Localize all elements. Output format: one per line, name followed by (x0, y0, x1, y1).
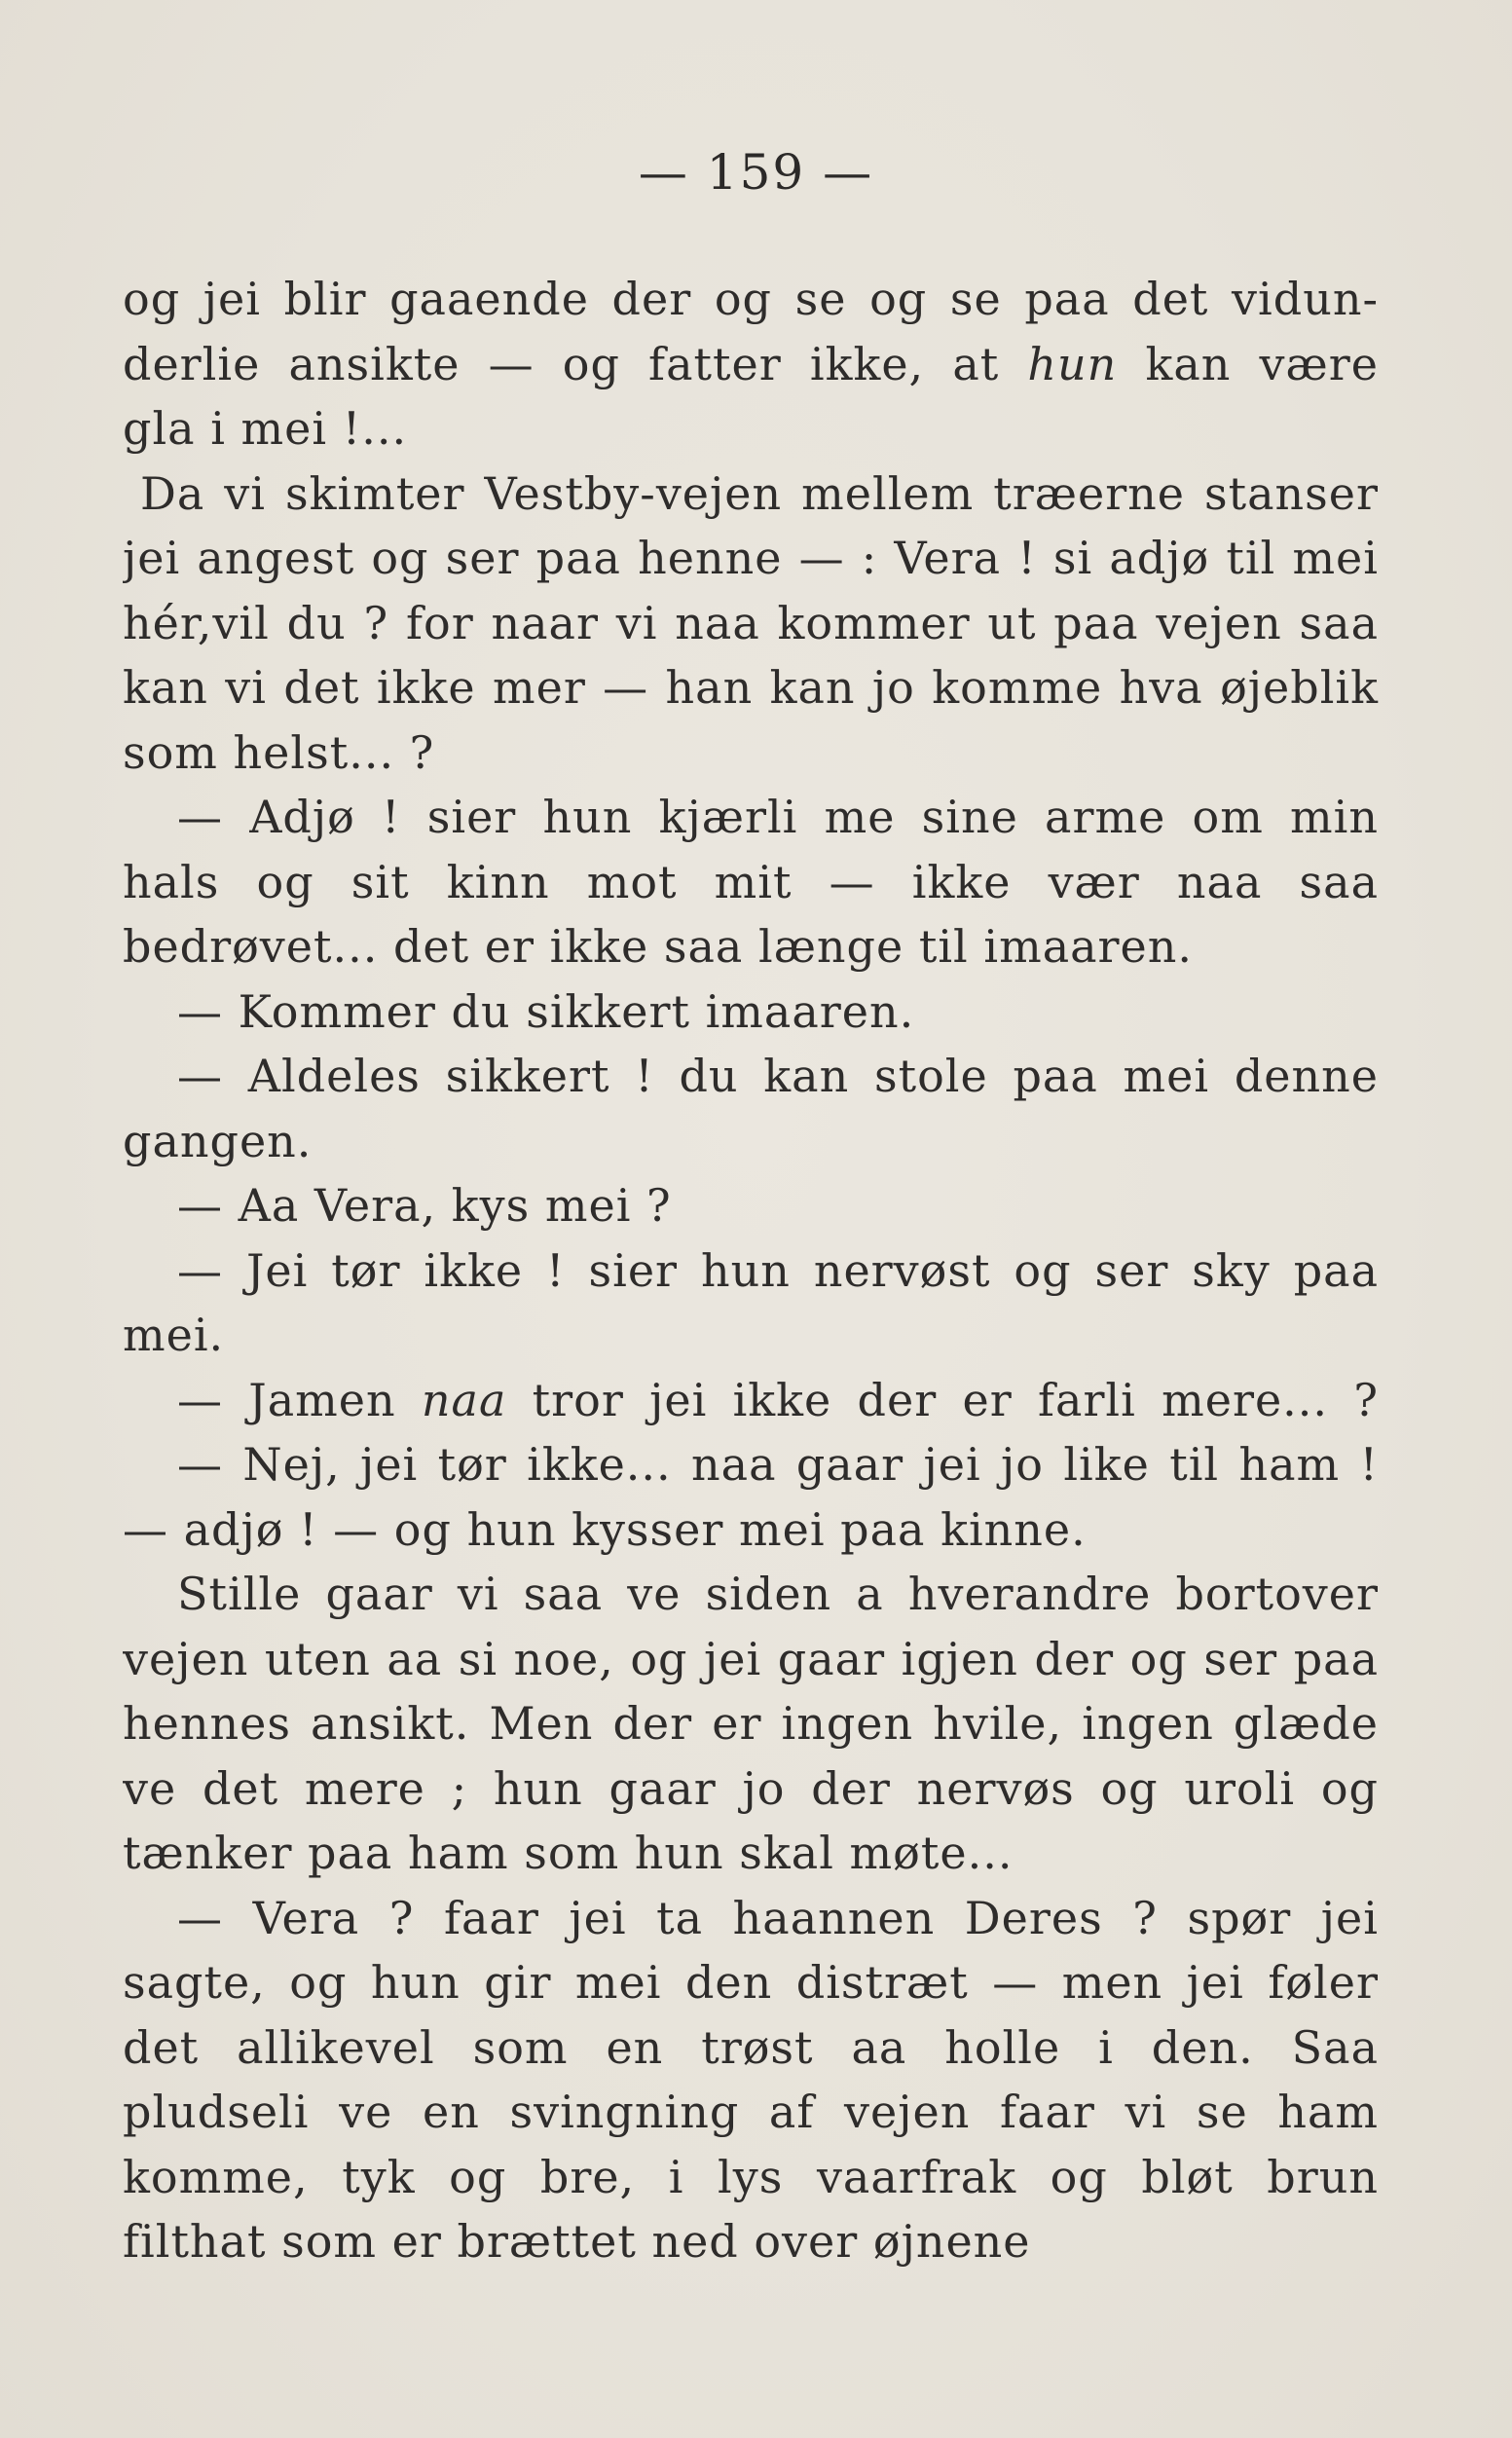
text-line: bedrøvet... det er ikke saa længe til imaaren. (123, 920, 1194, 973)
text-line: pludseli ve en svingning af vejen faar vi se ham (123, 2086, 1379, 2138)
text-line: jei angest og ser paa henne — : Vera ! si adjø til mei (123, 532, 1379, 584)
text-line: vejen uten aa si noe, og jei gaar igjen der og ser paa (123, 1632, 1379, 1685)
text-line: hennes ansikt. Men der er ingen hvile, ingen glæde (123, 1697, 1379, 1750)
text-line: derlie ansikte — og fatter ikke, at hun kan være (123, 337, 1379, 390)
text-line: — Aldeles sikkert ! du kan stole paa mei denne (177, 1050, 1379, 1102)
text-line: det allikevel som en trøst aa holle i den. Saa (123, 2020, 1379, 2074)
text-line: som helst... ? (123, 725, 435, 779)
emphasis-word: hun (1027, 337, 1118, 390)
text-line: filthat som er brættet ned over øjnene (123, 2215, 1031, 2268)
text-line: — Vera ? faar jei ta haannen Deres ? spør jei (177, 1891, 1379, 1944)
text-line: — Jamen naa tror jei ikke der er farli mere... ? (177, 1373, 1379, 1426)
text-line: ve det mere ; hun gaar jo der nervøs og uroli og (123, 1761, 1379, 1815)
text-line: — Kommer du sikkert imaaren. (177, 984, 915, 1038)
text-line: komme, tyk og bre, i lys vaarfrak og bløt brun (123, 2150, 1379, 2203)
text-line: — Adjø ! sier hun kjærli me sine arme om min (177, 791, 1379, 843)
text-line: gangen. (123, 1114, 313, 1167)
text-line: — adjø ! — og hun kysser mei paa kinne. (123, 1502, 1087, 1556)
text-line: sagte, og hun gir mei den distræt — men jei føler (123, 1956, 1379, 2009)
text-line: — Nej, jei tør ikke... naa gaar jei jo like til ham ! (177, 1438, 1379, 1491)
emphasis-word: naa (421, 1373, 507, 1426)
text-line: — Aa Vera, kys mei ? (177, 1179, 672, 1232)
text-line: gla i mei !... (123, 402, 408, 455)
text-line: tænker paa ham som hun skal møte... (123, 1827, 1014, 1879)
body-text (123, 267, 1379, 2274)
page-number: — 159 — (638, 144, 874, 201)
text-line: Stille gaar vi saa ve siden a hverandre bortover (177, 1568, 1379, 1620)
text-line: hér,vil du ? for naar vi naa kommer ut paa vejen saa (123, 596, 1379, 649)
text-line: — Jei tør ikke ! sier hun nervøst og ser sky paa (177, 1243, 1379, 1297)
text-line: og jei blir gaaende der og se og se paa det vidun- (123, 273, 1379, 325)
text-line: hals og sit kinn mot mit — ikke vær naa saa (123, 855, 1379, 908)
text-line: kan vi det ikke mer — han kan jo komme hva øjeblik (123, 661, 1379, 714)
text-line: Da vi skimter Vestby-vejen mellem træerne stanser (140, 466, 1379, 520)
text-line: mei. (123, 1309, 225, 1361)
